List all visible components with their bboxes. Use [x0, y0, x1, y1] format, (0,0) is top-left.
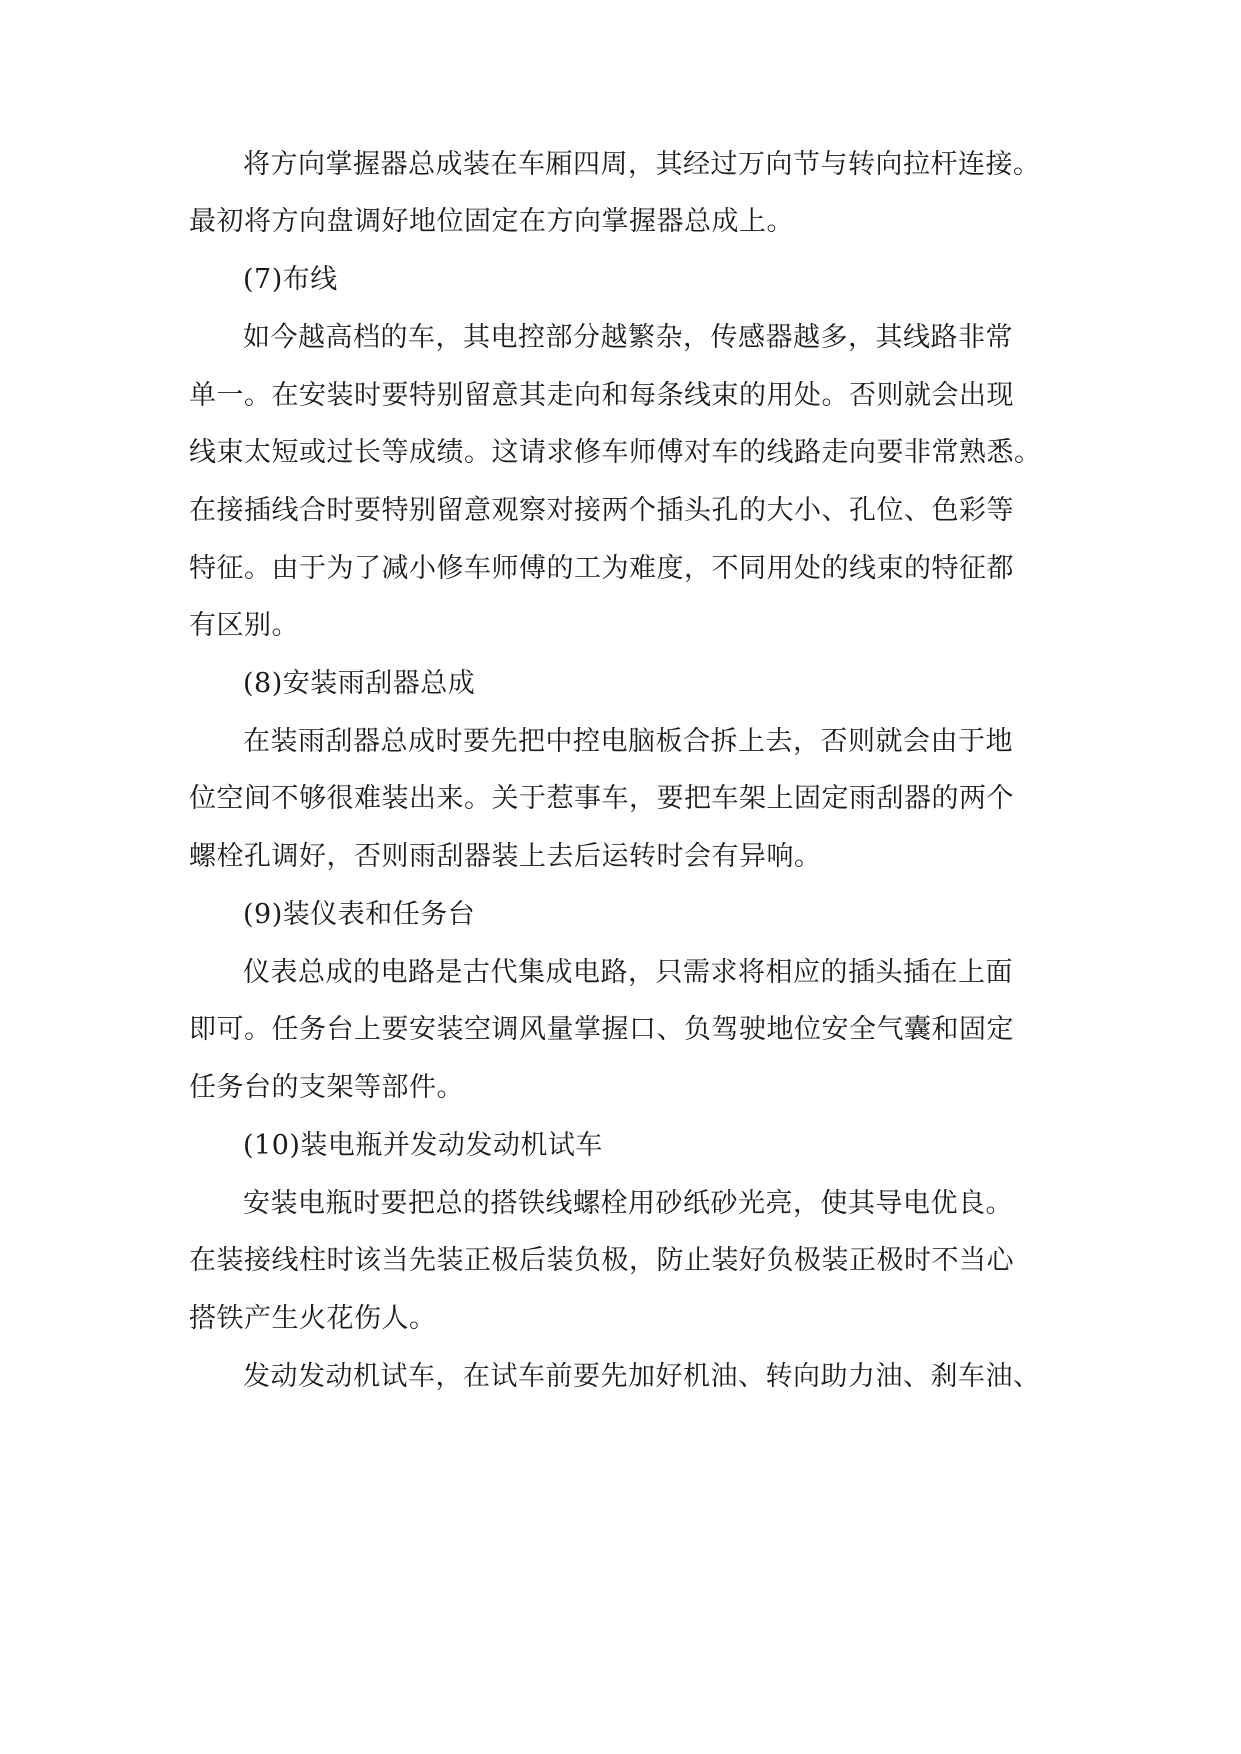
paragraph-line: 任务台的支架等部件。 — [189, 1072, 464, 1103]
paragraph-line: 仪表总成的电路是古代集成电路，只需求将相应的插头插在上面 — [243, 957, 1013, 988]
paragraph-line: 线束太短或过长等成绩。这请求修车师傅对车的线路走向要非常熟悉。 — [189, 437, 1042, 468]
paragraph-line: 发动发动机试车，在试车前要先加好机油、转向助力油、刹车油、 — [243, 1361, 1041, 1392]
section-heading-7: (7)布线 — [243, 264, 338, 295]
section-heading-8: (8)安装雨刮器总成 — [243, 668, 476, 699]
paragraph-line: 最初将方向盘调好地位固定在方向掌握器总成上。 — [189, 206, 794, 237]
paragraph-line: 搭铁产生火花伤人。 — [189, 1303, 437, 1334]
paragraph-line: 即可。任务台上要安装空调风量掌握口、负驾驶地位安全气囊和固定 — [189, 1014, 1014, 1045]
paragraph-line: 在接插线合时要特别留意观察对接两个插头孔的大小、孔位、色彩等 — [189, 495, 1014, 526]
section-heading-9: (9)装仪表和任务台 — [243, 899, 476, 930]
paragraph-line: 在装接线柱时该当先装正极后装负极，防止装好负极装正极时不当心 — [189, 1245, 1014, 1276]
paragraph-line: 安装电瓶时要把总的搭铁线螺栓用砂纸砂光亮，使其导电优良。 — [243, 1188, 1013, 1219]
paragraph-line: 单一。在安装时要特别留意其走向和每条线束的用处。否则就会出现 — [189, 380, 1014, 411]
paragraph-line: 如今越高档的车，其电控部分越繁杂，传感器越多，其线路非常 — [243, 322, 1013, 353]
paragraph-line: 有区别。 — [189, 610, 299, 641]
paragraph-line: 螺栓孔调好，否则雨刮器装上去后运转时会有异响。 — [189, 841, 822, 872]
section-heading-10: (10)装电瓶并发动发动机试车 — [243, 1130, 603, 1161]
paragraph-line: 位空间不够很难装出来。关于惹事车，要把车架上固定雨刮器的两个 — [189, 783, 1014, 814]
paragraph-line: 将方向掌握器总成装在车厢四周，其经过万向节与转向拉杆连接。 — [243, 149, 1041, 180]
paragraph-line: 特征。由于为了减小修车师傅的工为难度，不同用处的线束的特征都 — [189, 553, 1014, 584]
paragraph-line: 在装雨刮器总成时要先把中控电脑板合拆上去，否则就会由于地 — [243, 726, 1013, 757]
